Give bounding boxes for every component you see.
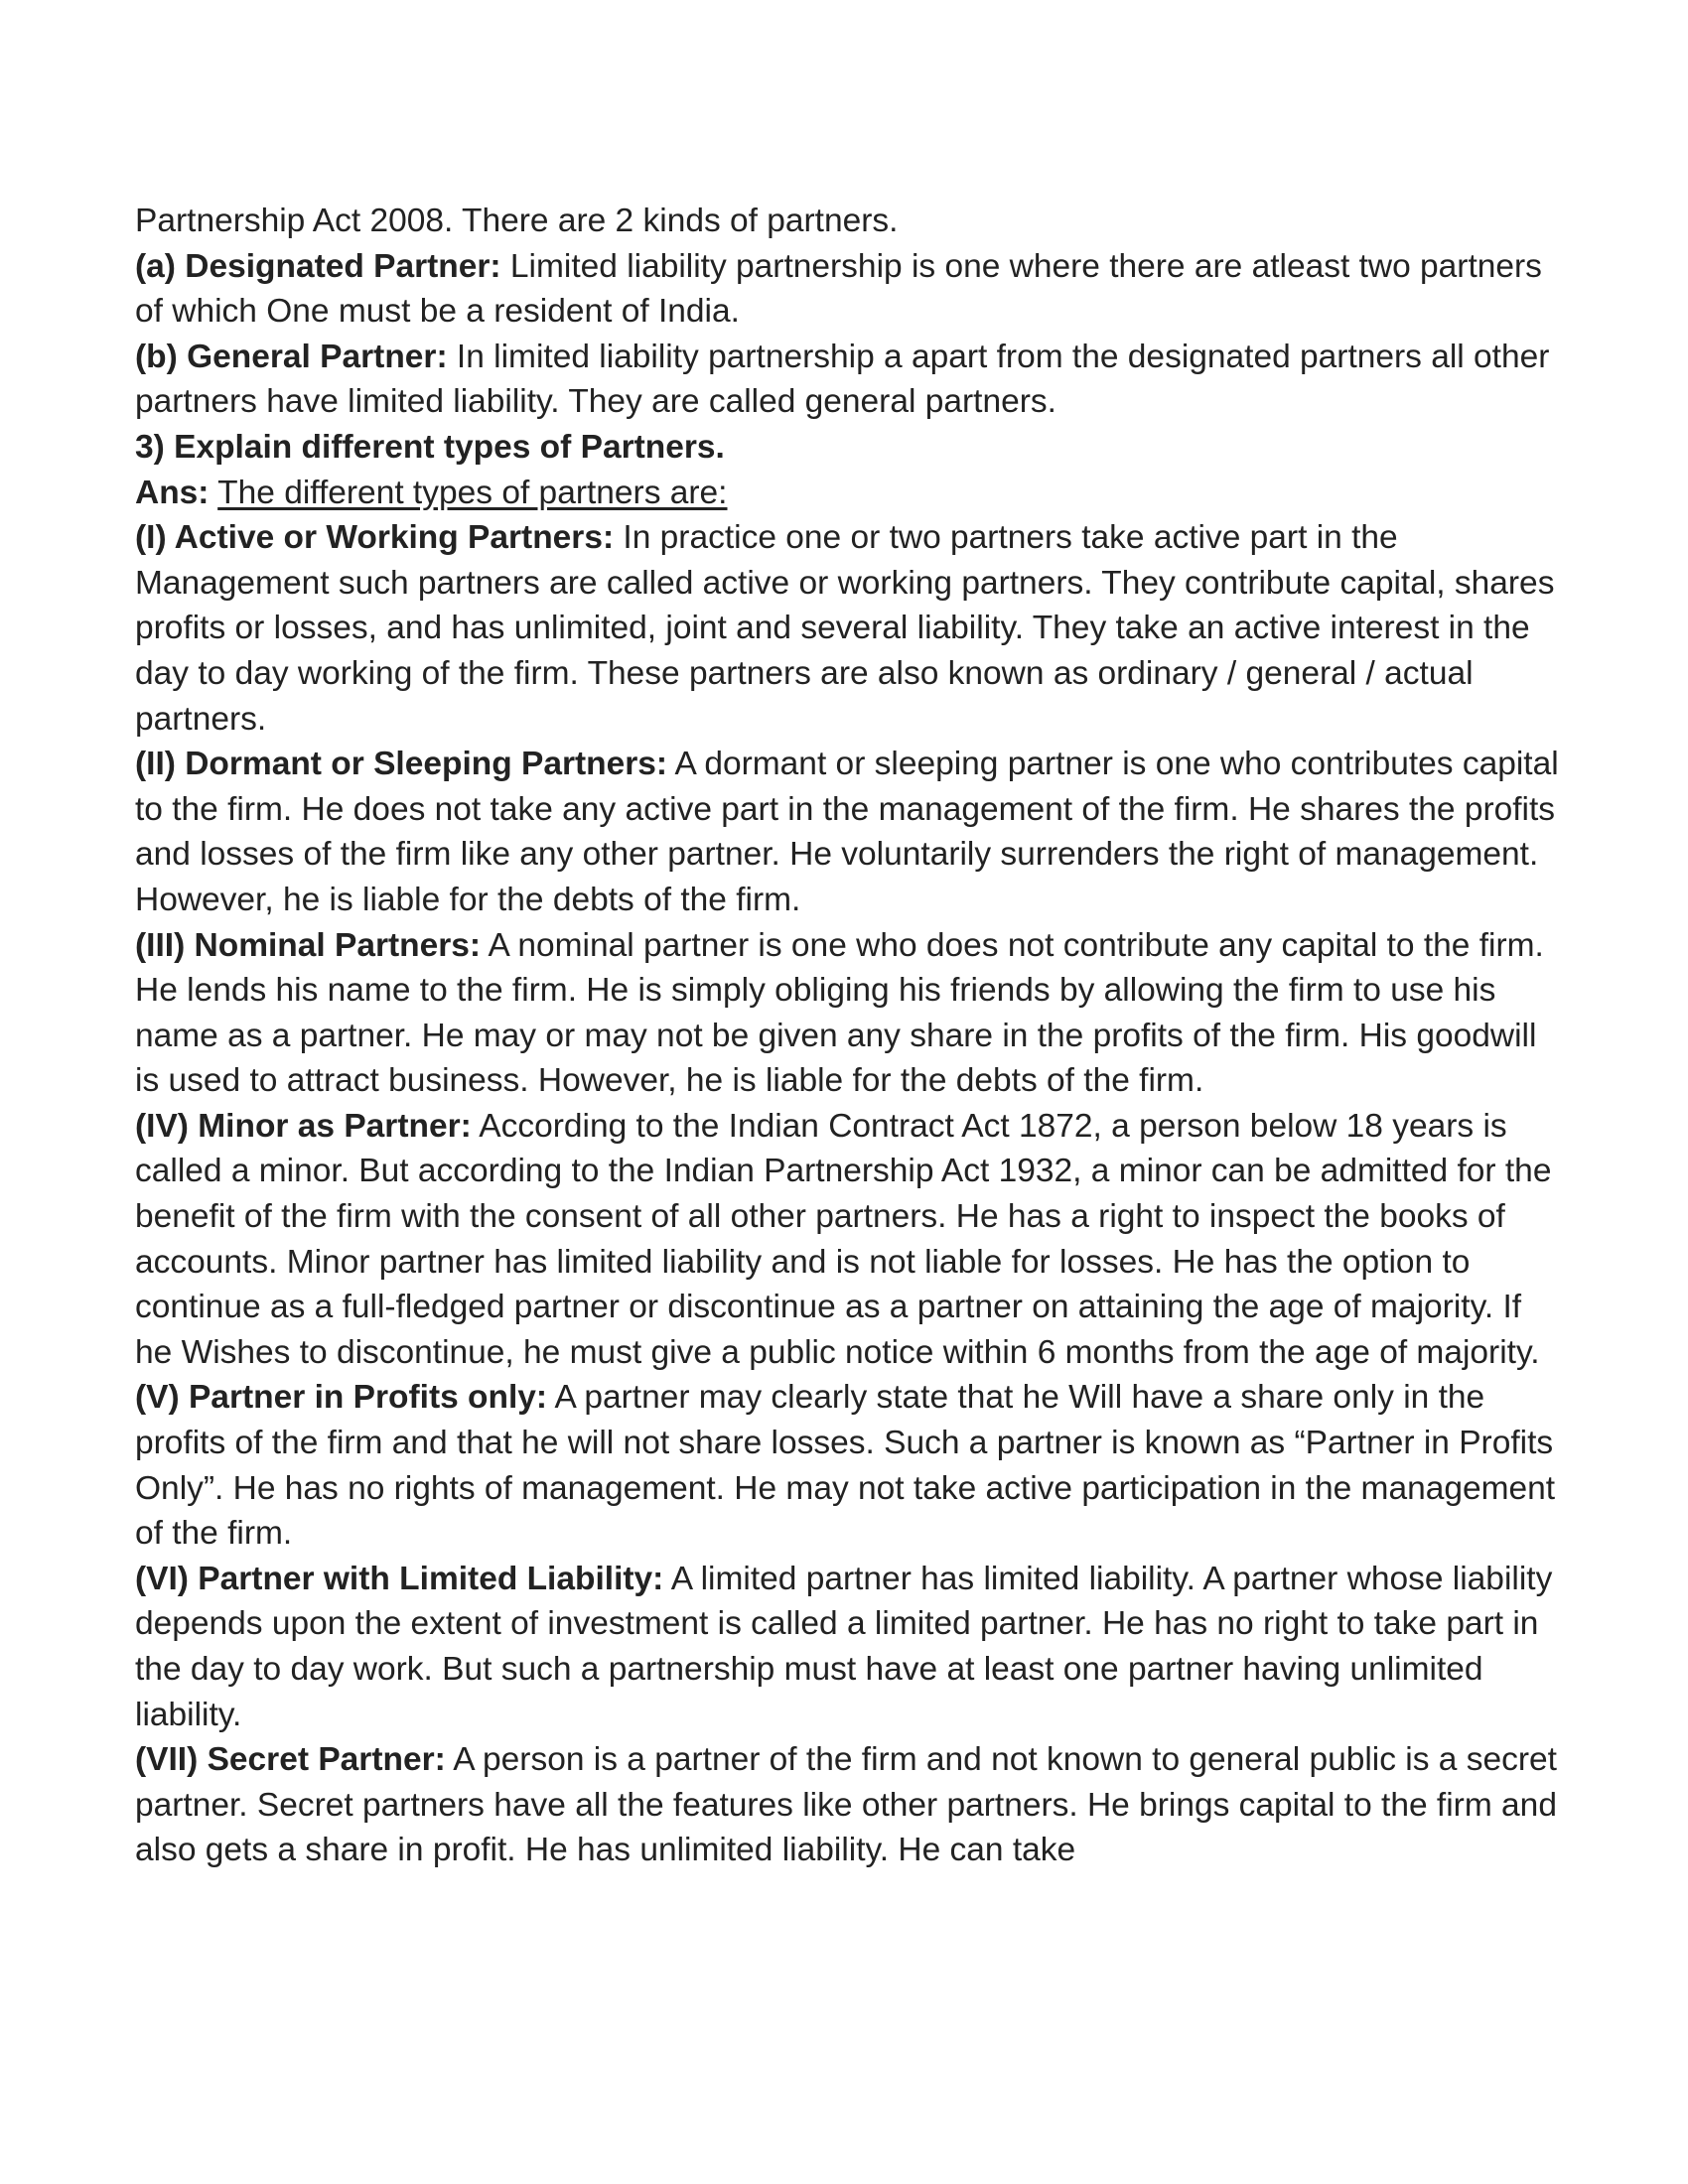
partner-type-label: (II) Dormant or Sleeping Partners: — [135, 746, 668, 783]
partner-type-label: (IV) Minor as Partner: — [135, 1107, 472, 1145]
answer-label: Ans: — [135, 474, 210, 511]
partner-type-text: A partner may clearly state that he Will have a share only in the profits of the firm and that he will not share losses. Such a partner is known as “Partner in Profits Only”. He has no rights of management. He may not take active participation in the management of the firm. — [135, 1379, 1556, 1553]
partner-type-label: (I) Active or Working Partners: — [135, 519, 615, 557]
general-partner-label: (b) General Partner: — [135, 338, 448, 375]
designated-partner-label: (a) Designated Partner: — [135, 247, 501, 285]
partner-type-text: In practice one or two partners take active part in the Management such partners are called active or working partners. They contribute capital, shares profits or losses, and has unlimited, joint and several liability. They take an active interest in the day to day working of the firm. These partners are also known as ordinary / general / actual partners. — [135, 519, 1555, 738]
answer-intro-line — [135, 471, 1565, 516]
partner-type-text: A person is a partner of the firm and not known to general public is a secret partner. Secret partners have all the features like other partners. He brings capital to the firm and also gets a share in profit. He has unlimited liability. He can take — [135, 1741, 1557, 1869]
question-heading: 3) Explain different types of Partners. — [135, 428, 725, 466]
partner-type-text: A limited partner has limited liability. A partner whose liability depends upon the extent of investment is called a limited partner. He has no right to take part in the day to day work. But such a partnership must have at least one partner having unlimited liability. — [135, 1560, 1553, 1733]
designated-partner-text: Limited liability partnership is one where there are atleast two partners of which One must be a resident of India. — [135, 247, 1542, 331]
intro-line — [135, 199, 1565, 244]
llp-kind-general — [135, 335, 1565, 425]
intro-text: Partnership Act 2008. There are 2 kinds of partners. — [135, 203, 899, 239]
partner-type-text: A dormant or sleeping partner is one who contributes capital to the firm. He does not take any active part in the management of the firm. He shares the profits and losses of the firm like any other partner. He voluntarily surrenders the right of management. However, he is liable for the debts of the firm. — [135, 746, 1559, 918]
partner-type-text: A nominal partner is one who does not contribute any capital to the firm. He lends his name to the firm. He is simply obliging his friends by allowing the firm to use his name as a partner. He may or may not be given any share in the profits of the firm. His goodwill is used to attract business. However, he is liable for the debts of the firm. — [135, 926, 1544, 1100]
general-partner-text: In limited liability partnership a apart from the designated partners all other partners have limited liability. They are called general partners. — [135, 338, 1550, 421]
answer-intro: The different types of partners are: — [217, 474, 728, 511]
partner-type-active — [135, 515, 1565, 742]
partner-type-label: (VI) Partner with Limited Liability: — [135, 1560, 664, 1597]
partner-type-minor — [135, 1104, 1565, 1376]
partner-type-label: (III) Nominal Partners: — [135, 926, 482, 964]
llp-kind-designated — [135, 244, 1565, 335]
partner-type-label: (V) Partner in Profits only: — [135, 1379, 548, 1417]
partner-type-profits-only — [135, 1375, 1565, 1556]
partner-type-secret — [135, 1737, 1565, 1873]
document-page — [135, 199, 1565, 1873]
partner-type-text: According to the Indian Contract Act 1872, a person below 18 years is called a minor. But according to the Indian Partnership Act 1932, a minor can be admitted for the benefit of the firm with the consent of all other partners. He has a right to inspect the books of accounts. Minor partner has limited liability and is not liable for losses. He has the option to continue as a full-fledged partner or discontinue as a partner on attaining the age of majority. If he Wishes to discontinue, he must give a public notice within 6 months from the age of majority. — [135, 1107, 1552, 1371]
partner-type-label: (VII) Secret Partner: — [135, 1741, 446, 1779]
partner-type-limited-liability — [135, 1557, 1565, 1737]
partner-type-nominal — [135, 923, 1565, 1104]
partner-type-dormant — [135, 742, 1565, 922]
